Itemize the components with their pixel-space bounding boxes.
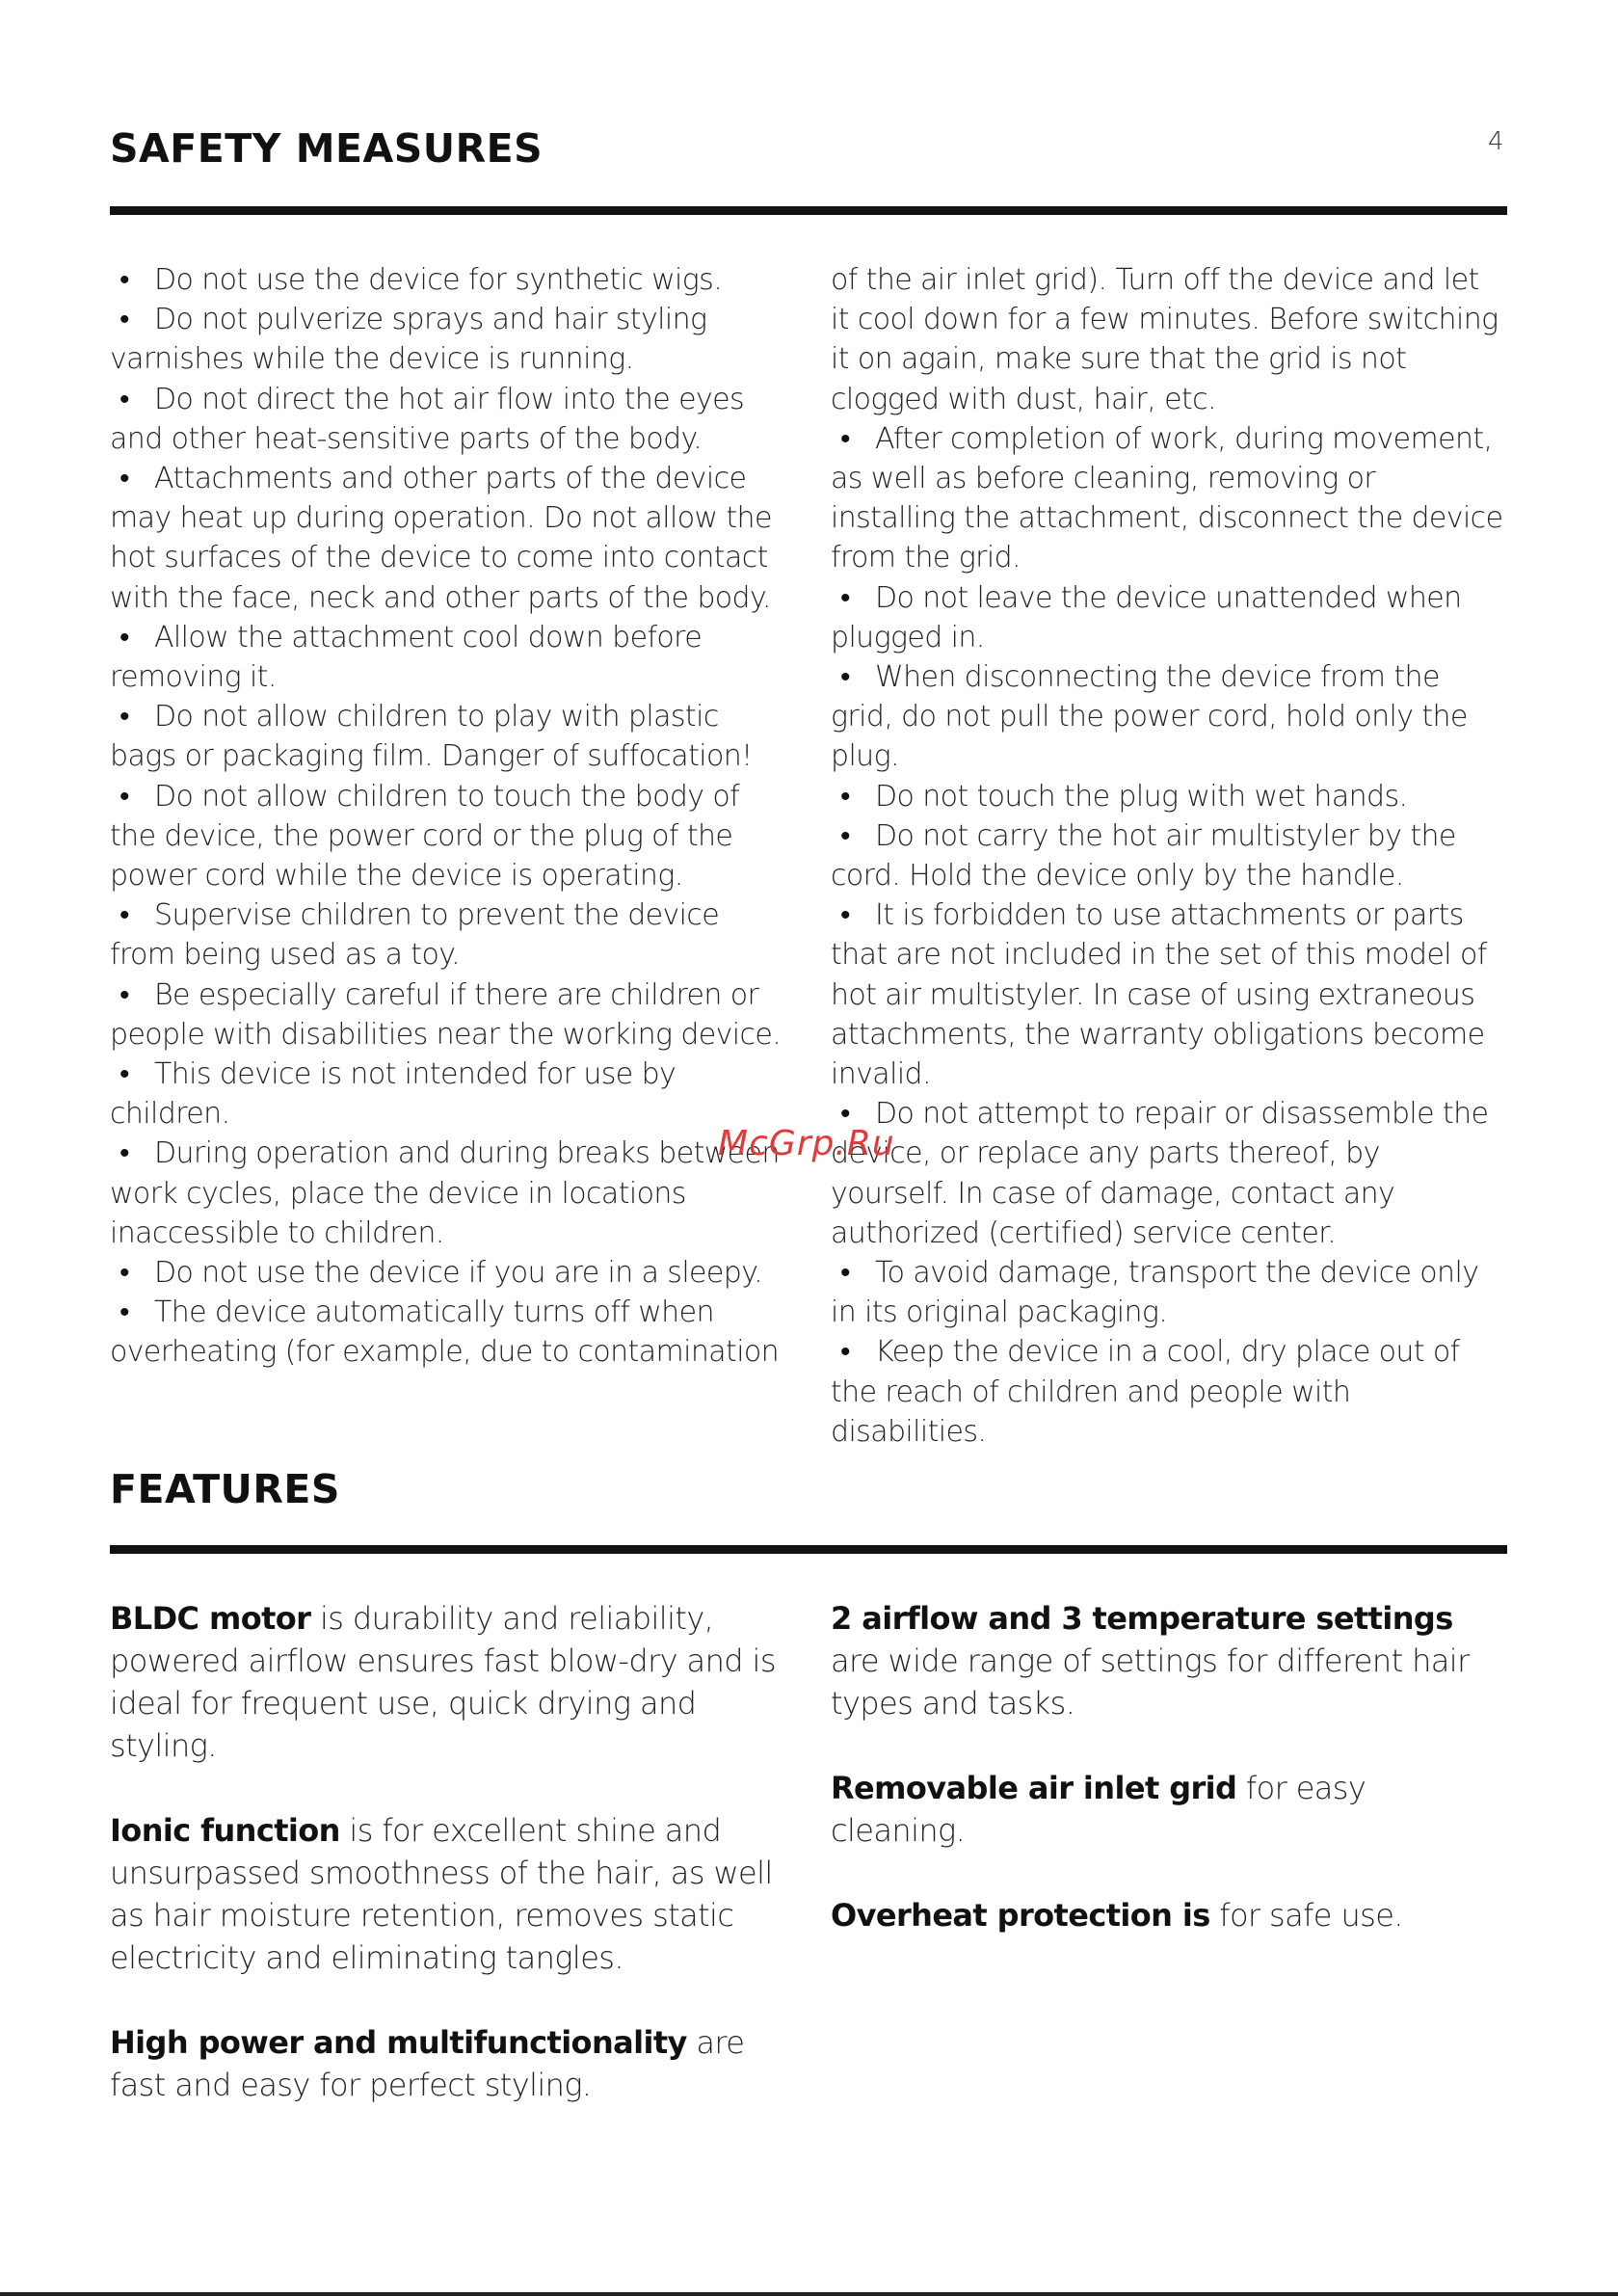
- safety-item-text: Keep the device in a cool, dry place out of the reach of children and people with disabilities.: [831, 1335, 1460, 1449]
- bullet-icon: •: [840, 421, 850, 456]
- feature-name: Overheat protection is: [831, 1897, 1210, 1934]
- bullet-icon: •: [119, 620, 129, 654]
- bullet-icon: •: [840, 580, 850, 615]
- safety-item: [831, 777, 1505, 816]
- safety-item: [831, 895, 1505, 1094]
- safety-item-text: Do not leave the device unattended when plugged in.: [831, 580, 1462, 654]
- feature-description: is durability and reliability, powered airflow ensures fast blow-dry and is ideal for frequent use, quick drying and styling.: [110, 1600, 776, 1764]
- page-number: 4: [1488, 127, 1504, 156]
- safety-item: [110, 300, 784, 379]
- feature-item: [831, 1597, 1505, 1724]
- safety-item: [110, 618, 784, 697]
- bullet-icon: •: [119, 898, 129, 933]
- bullet-icon: •: [119, 700, 129, 734]
- safety-item: [110, 1134, 784, 1253]
- safety-item: [110, 1253, 784, 1293]
- safety-item-text: It is forbidden to use attachments or parts that are not included in the set of this model of hot air multistyler. In case of using extraneous attachments, the warranty obligations become invalid.: [831, 898, 1487, 1092]
- bullet-icon: •: [840, 898, 850, 933]
- safety-item-text: Do not use the device for synthetic wigs.: [154, 263, 723, 297]
- safety-item-text: The device automatically turns off when overheating (for example, due to contamination: [110, 1295, 780, 1370]
- safety-item-text: Do not attempt to repair or disassemble the device, or replace any parts thereof, by yourself. In case of damage, contact any authorized (certified) service center.: [831, 1097, 1489, 1250]
- feature-description: for safe use.: [1209, 1897, 1403, 1934]
- safety-item-text: Do not allow children to play with plastic bags or packaging film. Danger of suffocation!: [110, 700, 753, 774]
- safety-item: [831, 1094, 1505, 1253]
- feature-item: [110, 1597, 784, 1767]
- feature-name: Ionic function: [110, 1812, 340, 1849]
- safety-item: [831, 816, 1505, 895]
- bullet-icon: •: [840, 660, 850, 695]
- safety-item-text: Do not pulverize sprays and hair styling varnishes while the device is running.: [110, 303, 707, 377]
- safety-item: [110, 459, 784, 618]
- bullet-icon: •: [840, 818, 850, 853]
- bullet-icon: •: [840, 1256, 850, 1291]
- safety-item: [831, 578, 1505, 657]
- bullet-icon: •: [119, 462, 129, 496]
- features-title: FEATURES: [110, 1466, 340, 1512]
- safety-left-column: [110, 260, 784, 1373]
- feature-description: are fast and easy for perfect styling.: [110, 2024, 745, 2103]
- feature-description: are wide range of settings for different hair types and tasks.: [831, 1642, 1470, 1722]
- safety-item-text: Do not allow children to touch the body of the device, the power cord or the plug of the power cord while the device is operating.: [110, 779, 740, 894]
- features-left-column: [110, 1597, 784, 2149]
- safety-item-text: Allow the attachment cool down before removing it.: [110, 620, 703, 695]
- bottom-edge-line: [0, 2292, 1618, 2296]
- feature-name: Removable air inlet grid: [831, 1770, 1237, 1806]
- safety-item: [110, 697, 784, 776]
- features-divider: [110, 1545, 1507, 1554]
- bullet-icon: •: [119, 382, 129, 416]
- safety-item-text: To avoid damage, transport the device only in its original packaging.: [831, 1256, 1479, 1330]
- bullet-icon: •: [119, 1136, 129, 1171]
- feature-item: [831, 1767, 1505, 1852]
- bullet-icon: •: [840, 1335, 850, 1370]
- feature-name: 2 airflow and 3 temperature settings: [831, 1600, 1453, 1637]
- safety-item-text: of the air inlet grid). Turn off the device and let it cool down for a few minutes. Before switching it on again, make sure that the grid is not clogged with dust, hair, etc.: [831, 263, 1499, 416]
- safety-item: [110, 777, 784, 896]
- feature-description: is for excellent shine and unsurpassed smoothness of the hair, as well as hair moisture retention, removes static electricity and eliminating tangles.: [110, 1812, 773, 1976]
- safety-item-text: Do not use the device if you are in a sleepy.: [154, 1256, 763, 1291]
- safety-item-text: Do not direct the hot air flow into the eyes and other heat-sensitive parts of the body.: [110, 382, 744, 456]
- bullet-icon: •: [119, 1295, 129, 1330]
- safety-item-text: Supervise children to prevent the device from being used as a toy.: [110, 898, 720, 973]
- bullet-icon: •: [119, 263, 129, 297]
- safety-measures-title: SAFETY MEASURES: [110, 125, 544, 172]
- safety-item: [110, 1055, 784, 1134]
- safety-item: [110, 895, 784, 974]
- safety-item-text: Do not carry the hot air multistyler by the cord. Hold the device only by the handle.: [831, 818, 1456, 894]
- features-right-column: [831, 1597, 1505, 1979]
- safety-item: [831, 260, 1505, 419]
- bullet-icon: •: [119, 1057, 129, 1092]
- feature-description: for easy cleaning.: [831, 1770, 1366, 1849]
- safety-item: [831, 657, 1505, 777]
- feature-name: BLDC motor: [110, 1600, 311, 1637]
- safety-item-text: Do not touch the plug with wet hands.: [875, 779, 1408, 814]
- feature-item: [831, 1894, 1505, 1936]
- safety-item-text: This device is not intended for use by children.: [110, 1057, 676, 1132]
- safety-divider: [110, 206, 1507, 215]
- safety-item: [831, 419, 1505, 578]
- safety-item-text: After completion of work, during movement, as well as before cleaning, removing or installing the attachment, disconnect the device from the grid.: [831, 421, 1503, 575]
- safety-right-column: [831, 260, 1505, 1452]
- safety-item-text: When disconnecting the device from the grid, do not pull the power cord, hold only the plug.: [831, 660, 1468, 774]
- bullet-icon: •: [119, 1256, 129, 1291]
- safety-item: [110, 380, 784, 459]
- safety-item-text: Be especially careful if there are children or people with disabilities near the working device.: [110, 977, 782, 1052]
- bullet-icon: •: [840, 1097, 850, 1132]
- bullet-icon: •: [119, 779, 129, 814]
- safety-item: [831, 1253, 1505, 1332]
- safety-item-text: During operation and during breaks between work cycles, place the device in locations inaccessible to children.: [110, 1136, 780, 1250]
- bullet-icon: •: [119, 977, 129, 1012]
- feature-item: [110, 1809, 784, 1979]
- safety-item: [110, 975, 784, 1055]
- safety-item: [831, 1332, 1505, 1452]
- watermark: McGrp.Ru: [718, 1124, 895, 1163]
- feature-name: High power and multifunctionality: [110, 2024, 687, 2061]
- feature-item: [110, 2021, 784, 2106]
- bullet-icon: •: [119, 303, 129, 337]
- safety-item-text: Attachments and other parts of the device may heat up during operation. Do not allow the hot surfaces of the device to come into contact with the face, neck and other parts of the body.: [110, 462, 772, 615]
- safety-item: [110, 260, 784, 300]
- safety-item: [110, 1293, 784, 1372]
- bullet-icon: •: [840, 779, 850, 814]
